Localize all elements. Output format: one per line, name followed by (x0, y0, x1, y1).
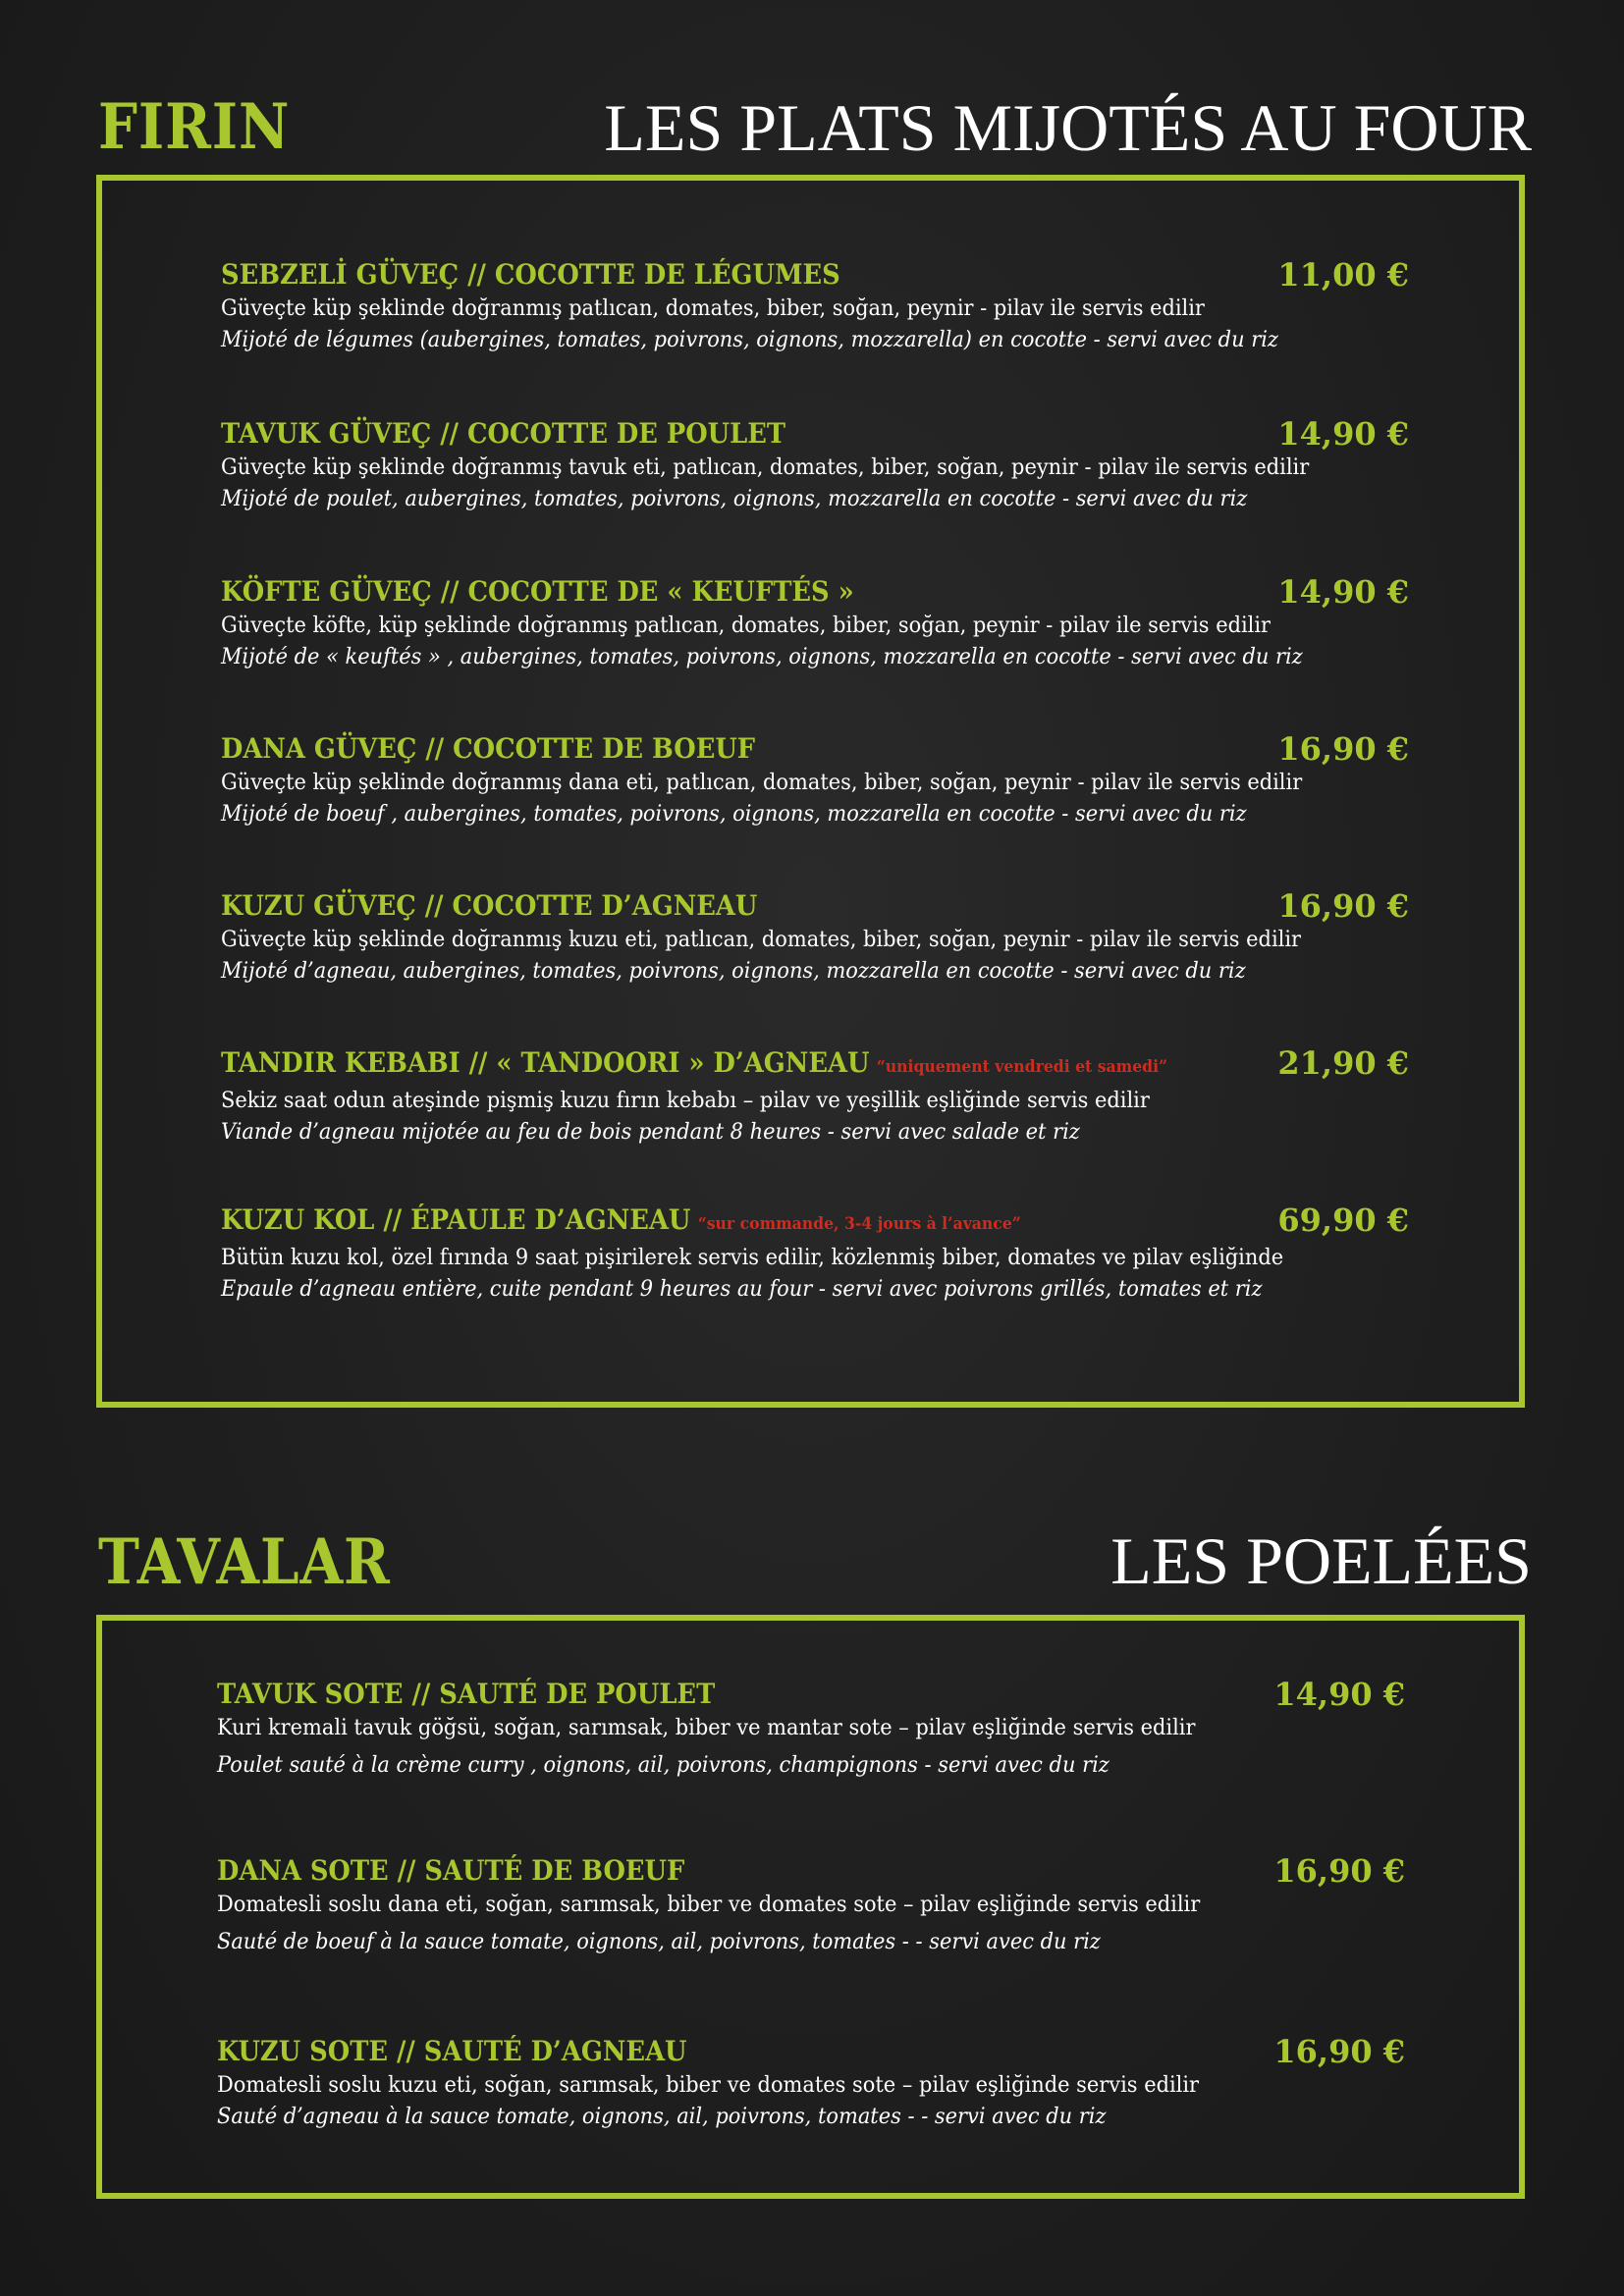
menu-item (217, 1677, 1405, 1781)
item-description-fr: Mijoté de légumes (aubergines, tomates, poivrons, oignons, mozzarella) en cocotte - servi avec du riz (221, 327, 1278, 352)
menu-item (221, 731, 1409, 829)
item-description-tr: Güveçte küp şeklinde doğranmış tavuk eti, patlıcan, domates, biber, soğan, peynir - pilav ile servis edilir (221, 454, 1310, 480)
menu-item (221, 416, 1409, 514)
item-description-tr: Güveçte küp şeklinde doğranmış dana eti, patlıcan, domates, biber, soğan, peynir - pilav ile servis edilir (221, 770, 1303, 795)
item-name: DANA SOTE // SAUTÉ DE BOEUF (217, 1854, 685, 1887)
item-name: KUZU KOL // ÉPAULE D’AGNEAU “sur commande, 3-4 jours à l’avance” (221, 1203, 1021, 1236)
item-price: 16,90 € (1273, 2033, 1405, 2070)
item-name: KÖFTE GÜVEÇ // COCOTTE DE « KEUFTÉS » (221, 575, 854, 608)
item-description-fr: Sauté d’agneau à la sauce tomate, oignons, ail, poivrons, tomates - - servi avec du riz (217, 2104, 1107, 2129)
item-price: 16,90 € (1277, 887, 1409, 925)
item-name: KUZU SOTE // SAUTÉ D’AGNEAU (217, 2035, 687, 2067)
item-name: DANA GÜVEÇ // COCOTTE DE BOEUF (221, 732, 756, 765)
item-description-tr: Kuri kremali tavuk göğsü, soğan, sarımsak, biber ve mantar sote – pilav eşliğinde servis edilir (217, 1715, 1196, 1740)
item-description-tr: Güveçte küp şeklinde doğranmış patlıcan, domates, biber, soğan, peynir - pilav ile servis edilir (221, 295, 1205, 321)
item-price: 21,90 € (1277, 1044, 1409, 1082)
menu-item (217, 1853, 1405, 1957)
item-description-fr: Sauté de boeuf à la sauce tomate, oignons, ail, poivrons, tomates - - servi avec du riz (217, 1929, 1101, 1954)
section-title-tavalar: TAVALAR (98, 1525, 391, 1599)
menu-item (221, 888, 1409, 987)
item-description-fr: Mijoté d’agneau, aubergines, tomates, poivrons, oignons, mozzarella en cocotte - servi avec du riz (221, 958, 1246, 984)
item-note: “uniquement vendredi et samedi” (876, 1057, 1168, 1077)
item-price: 16,90 € (1273, 1852, 1405, 1890)
section-subtitle-firin: LES PLATS MIJOTÉS AU FOUR (604, 90, 1532, 165)
menu-item (221, 1202, 1409, 1305)
item-name: TANDIR KEBABI // « TANDOORI » D’AGNEAU “uniquement vendredi et samedi” (221, 1046, 1168, 1079)
menu-item (221, 574, 1409, 672)
item-description-fr: Mijoté de « keuftés » , aubergines, tomates, poivrons, oignons, mozzarella en cocotte - servi avec du riz (221, 644, 1303, 669)
item-description-fr: Epaule d’agneau entière, cuite pendant 9 heures au four - servi avec poivrons grillés, tomates et riz (221, 1276, 1263, 1302)
item-description-tr: Bütün kuzu kol, özel fırında 9 saat pişirilerek servis edilir, közlenmiş biber, domates ve pilav eşliğinde (221, 1245, 1284, 1270)
item-price: 69,90 € (1277, 1201, 1409, 1239)
item-description-fr: Mijoté de poulet, aubergines, tomates, poivrons, oignons, mozzarella en cocotte - servi avec du riz (221, 486, 1248, 511)
item-price: 11,00 € (1277, 256, 1409, 294)
item-name: KUZU GÜVEÇ // COCOTTE D’AGNEAU (221, 889, 758, 922)
menu-item (221, 1045, 1409, 1148)
menu-item (217, 2034, 1405, 2132)
section-subtitle-tavalar: LES POELÉES (1110, 1523, 1532, 1598)
item-price: 14,90 € (1277, 573, 1409, 611)
item-price: 16,90 € (1277, 730, 1409, 768)
item-description-fr: Poulet sauté à la crème curry , oignons, ail, poivrons, champignons - servi avec du riz (217, 1752, 1110, 1778)
item-name: SEBZELİ GÜVEÇ // COCOTTE DE LÉGUMES (221, 258, 840, 291)
item-description-tr: Domatesli soslu kuzu eti, soğan, sarımsak, biber ve domates sote – pilav eşliğinde servis edilir (217, 2072, 1200, 2098)
section-title-firin: FIRIN (98, 90, 291, 164)
item-description-tr: Güveçte köfte, küp şeklinde doğranmış patlıcan, domates, biber, soğan, peynir - pilav ile servis edilir (221, 613, 1272, 638)
item-name: TAVUK SOTE // SAUTÉ DE POULET (217, 1678, 716, 1710)
item-note: “sur commande, 3-4 jours à l’avance” (697, 1214, 1021, 1234)
item-description-fr: Mijoté de boeuf , aubergines, tomates, poivrons, oignons, mozzarella en cocotte - servi avec du riz (221, 801, 1247, 827)
item-name: TAVUK GÜVEÇ // COCOTTE DE POULET (221, 417, 786, 450)
item-description-tr: Domatesli soslu dana eti, soğan, sarımsak, biber ve domates sote – pilav eşliğinde servis edilir (217, 1892, 1201, 1917)
item-description-fr: Viande d’agneau mijotée au feu de bois pendant 8 heures - servi avec salade et riz (221, 1119, 1080, 1145)
item-price: 14,90 € (1273, 1676, 1405, 1713)
item-description-tr: Sekiz saat odun ateşinde pişmiş kuzu fırın kebabı – pilav ve yeşillik eşliğinde servis edilir (221, 1088, 1150, 1113)
item-price: 14,90 € (1277, 415, 1409, 453)
menu-item (221, 257, 1409, 355)
item-description-tr: Güveçte küp şeklinde doğranmış kuzu eti, patlıcan, domates, biber, soğan, peynir - pilav ile servis edilir (221, 927, 1302, 952)
